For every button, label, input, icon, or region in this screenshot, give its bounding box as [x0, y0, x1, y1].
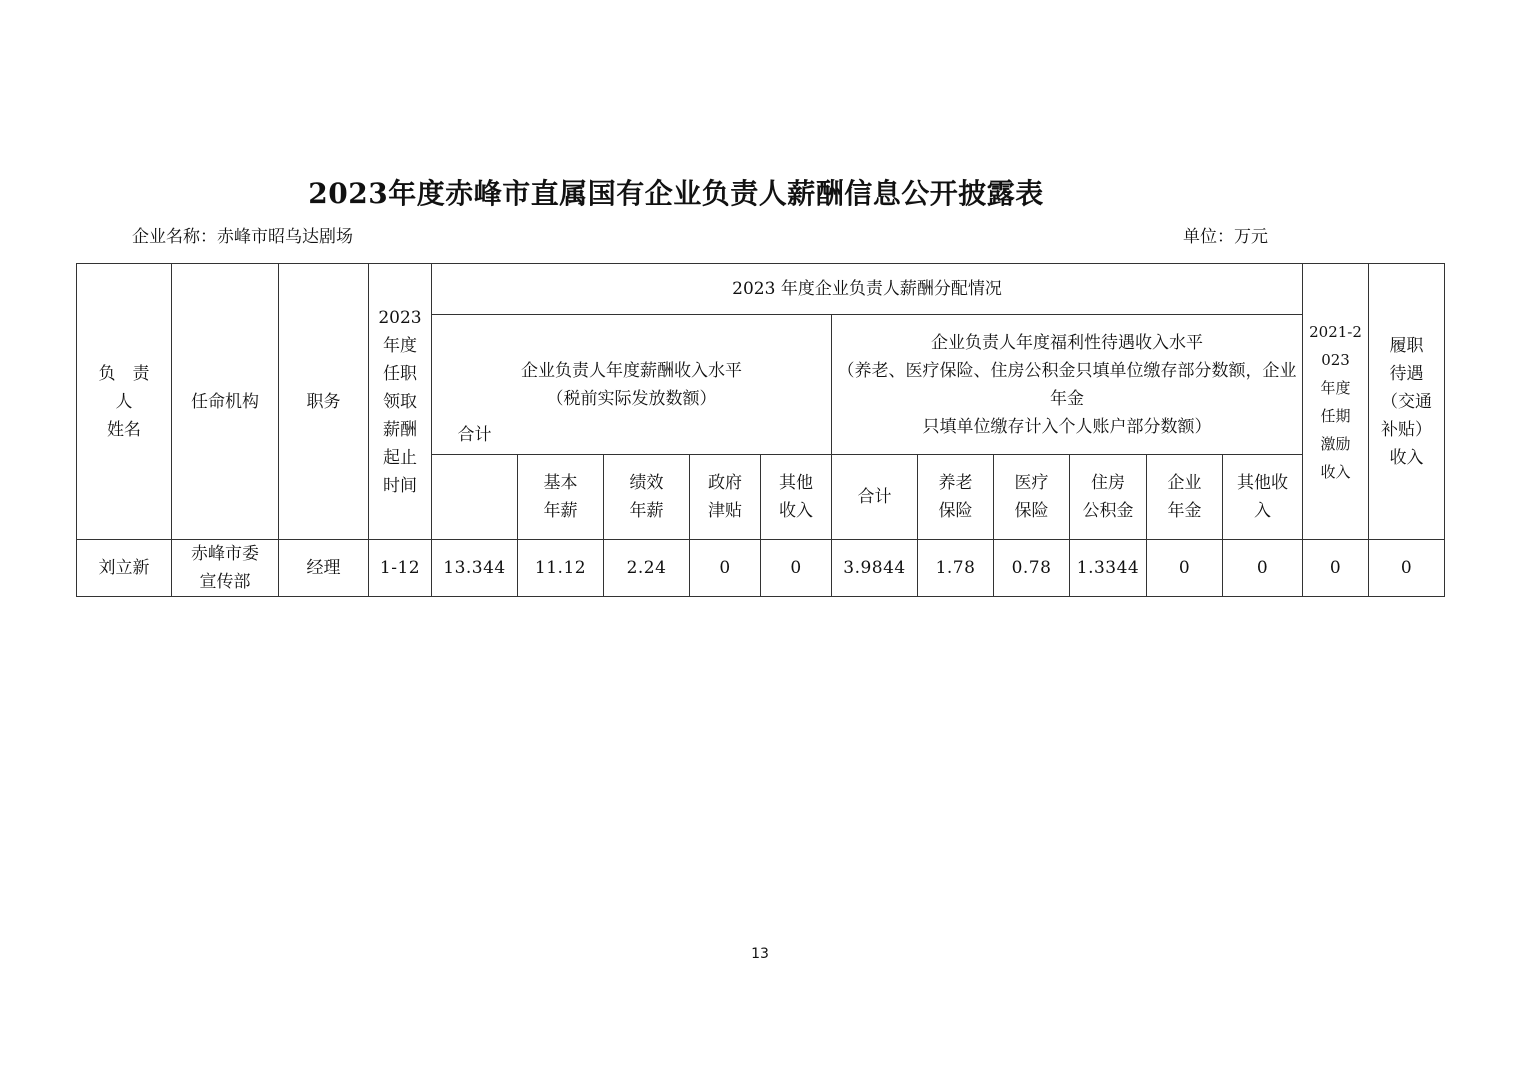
salary-disclosure-table [76, 263, 1445, 597]
header-period: 2023 年度 任职 领取 薪酬 起止 时间 [369, 264, 432, 540]
cell-base: 11.12 [518, 540, 604, 597]
header-base: 基本 年薪 [518, 455, 604, 540]
cell-other2: 0 [1223, 540, 1303, 597]
header-incentive: 2021-2 023 年度 任期 激励 收入 [1303, 264, 1369, 540]
cell-medical: 0.78 [994, 540, 1070, 597]
header-gov: 政府 津贴 [690, 455, 761, 540]
header-salary-total-label: 合计 [457, 425, 492, 445]
header-salary-total [432, 425, 518, 540]
header-position: 职务 [279, 264, 369, 540]
cell-pension: 1.78 [918, 540, 994, 597]
cell-other1: 0 [761, 540, 832, 597]
header-other2: 其他收 入 [1223, 455, 1303, 540]
cell-position: 经理 [279, 540, 369, 597]
unit-label: 单位：万元 [1183, 227, 1268, 247]
table-row [77, 540, 1445, 597]
header-distribution: 2023 年度企业负责人薪酬分配情况 [432, 264, 1303, 315]
cell-welfare-total: 3.9844 [832, 540, 918, 597]
header-medical: 医疗 保险 [994, 455, 1070, 540]
header-bonus: 绩效 年薪 [604, 455, 690, 540]
company-name: 企业名称：赤峰市昭乌达剧场 [132, 227, 353, 247]
page-number: 13 [751, 946, 769, 962]
cell-period: 1-12 [369, 540, 432, 597]
header-salary-group: 企业负责人年度薪酬收入水平 （税前实际发放数额） [432, 315, 832, 455]
header-welfare-group: 企业负责人年度福利性待遇收入水平 （养老、医疗保险、住房公积金只填单位缴存部分数额，企业年金 只填单位缴存计入个人账户部分数额） [832, 315, 1303, 455]
page-title: 2023年度赤峰市直属国有企业负责人薪酬信息公开披露表 [308, 177, 1044, 210]
header-housing: 住房 公积金 [1070, 455, 1147, 540]
cell-perf: 0 [1369, 540, 1445, 597]
cell-org: 赤峰市委 宣传部 [172, 540, 279, 597]
header-perf: 履职 待遇 （交通 补贴） 收入 [1369, 264, 1445, 540]
cell-name: 刘立新 [77, 540, 172, 597]
cell-gov: 0 [690, 540, 761, 597]
header-welfare-total: 合计 [832, 455, 918, 540]
cell-annuity: 0 [1147, 540, 1223, 597]
header-name: 负 责 人 姓名 [77, 264, 172, 540]
cell-incentive: 0 [1303, 540, 1369, 597]
header-org: 任命机构 [172, 264, 279, 540]
cell-salary-total: 13.344 [432, 540, 518, 597]
header-other1: 其他 收入 [761, 455, 832, 540]
header-annuity: 企业 年金 [1147, 455, 1223, 540]
cell-housing: 1.3344 [1070, 540, 1147, 597]
header-pension: 养老 保险 [918, 455, 994, 540]
cell-bonus: 2.24 [604, 540, 690, 597]
